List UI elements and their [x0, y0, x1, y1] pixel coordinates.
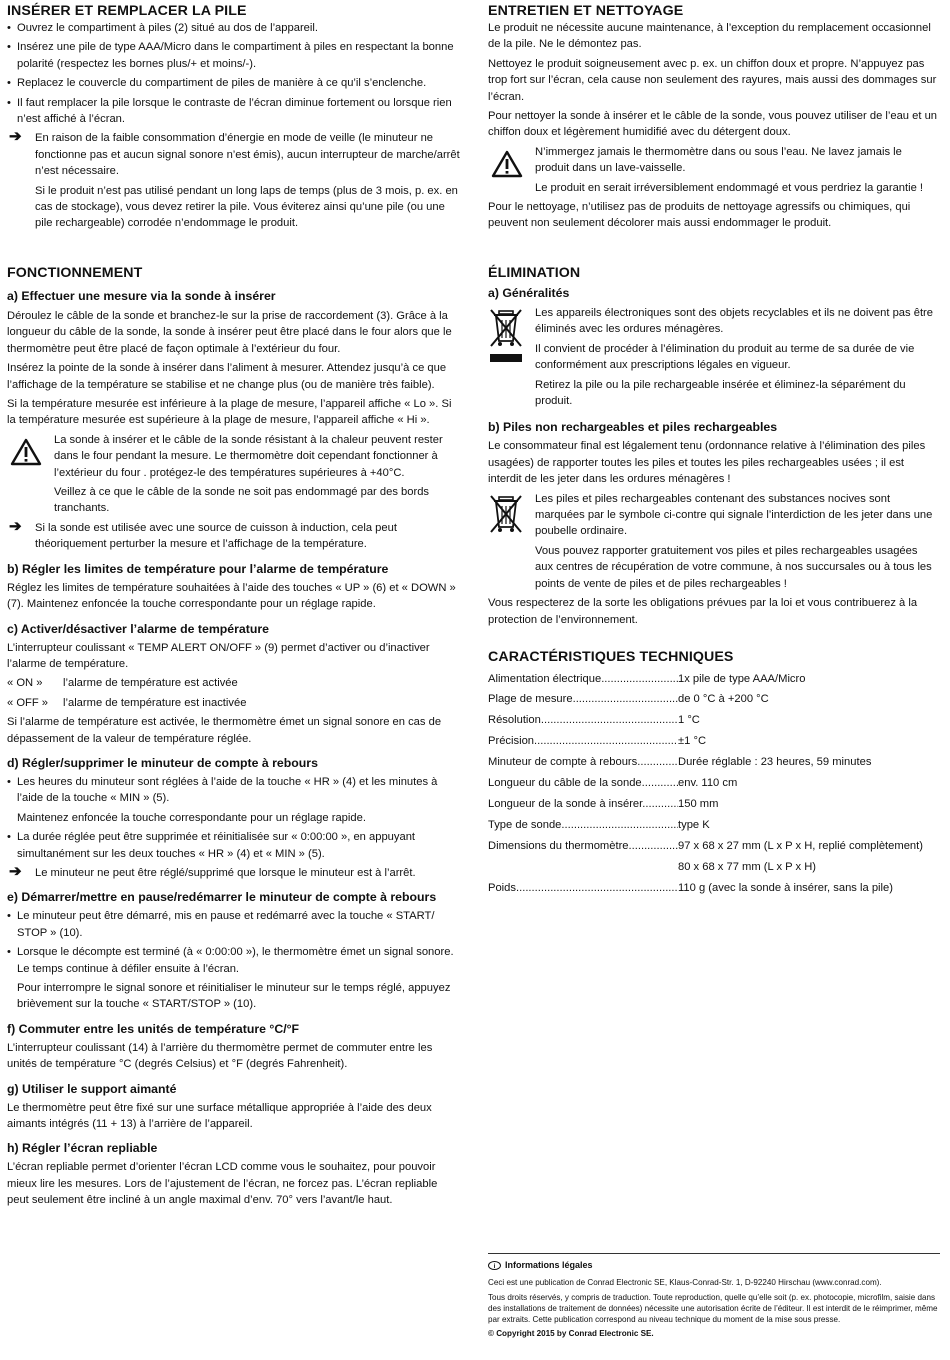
paragraph: Les piles et piles rechargeables contenant des substances nocives sont marquées par le symbole ci-contre qui signale l’interdiction de les jeter dans une poubelle ordinaire.	[535, 492, 933, 538]
switch-state-value: l’alarme de température est activée	[63, 677, 238, 690]
info-badge-icon	[488, 1261, 501, 1270]
switch-state-label: « ON »	[7, 677, 43, 690]
paragraph: Vous pouvez rapporter gratuitement vos piles et piles rechargeables usagées aux centres de récupération de votre commune, à nos succursales ou à tous les points de vente de piles et de piles rechargeables !	[535, 544, 932, 590]
legal-notice	[488, 1253, 940, 1339]
warning-text: N’immergez jamais le thermomètre dans ou sous l’eau. Ne lavez jamais le produit dans un lave-vaisselle.	[535, 145, 902, 175]
spec-row	[488, 712, 938, 728]
spec-value: 80 x 68 x 77 mm (L x P x H)	[678, 860, 817, 873]
paragraph: Le consommateur final est légalement tenu (ordonnance relative à l’élimination des piles usagées) de rapporter toutes les piles et toutes les piles rechargeables usées ; il est interdit de les jeter dans les ordures ménagères !	[488, 440, 926, 486]
note	[7, 130, 462, 231]
subsection-title: a) Généralités	[488, 286, 570, 300]
spec-table	[488, 671, 938, 896]
spec-label: Poids .....	[488, 880, 678, 896]
paragraph: Retirez la pile ou la pile rechargeable insérée et éliminez-la séparément du produit.	[535, 378, 906, 408]
switch-state-row	[7, 695, 462, 711]
paragraph: L’interrupteur coulissant « TEMP ALERT ON/OFF » (9) permet d’activer ou d’inactiver l’alarme de température.	[7, 641, 430, 670]
paragraph: Réglez les limites de température souhaitées à l’aide des touches « UP » (6) et « DOWN » (7). Maintenez enfoncée la touche correspondante pour un réglage rapide.	[7, 581, 456, 611]
note-text: Si la sonde est utilisée avec une source de cuisson à induction, cela peut théoriquement perturber la mesure et l’affichage de la température.	[35, 521, 397, 551]
disposal-block	[488, 305, 938, 409]
spec-row	[488, 754, 938, 770]
subsection-title: d) Régler/supprimer le minuteur de compte à rebours	[7, 755, 318, 770]
section-specifications	[488, 648, 938, 896]
spec-row	[488, 859, 938, 875]
legal-title-text: Informations légales	[505, 1260, 593, 1270]
spec-row	[488, 817, 938, 833]
section-disposal	[488, 264, 938, 628]
subsection-title: e) Démarrer/mettre en pause/redémarrer le minuteur de compte à rebours	[7, 890, 437, 905]
subsection-title: b) Piles non rechargeables et piles rechargeables	[488, 420, 778, 435]
spec-value: 1 °C	[678, 714, 700, 727]
paragraph: Pour le nettoyage, n’utilisez pas de produits de nettoyage agressifs ou chimiques, qui peuvent non seulement décolorer mais aussi endommager le produit.	[488, 201, 911, 230]
section-operation	[7, 264, 462, 1209]
section-insert-battery	[7, 2, 462, 232]
spec-label: Minuteur de compte à rebours .....	[488, 754, 678, 770]
paragraph: Le produit ne nécessite aucune maintenance, à l’exception du remplacement occasionnel de la pile. Ne le démontez pas.	[488, 22, 931, 51]
spec-label: Dimensions du thermomètre .....	[488, 838, 678, 854]
paragraph: Insérez la pointe de la sonde à insérer dans l’aliment à mesurer. Attendez jusqu’à ce que l’affichage de la température se stabilise et ne change plus (ou de manière très faible).	[7, 362, 447, 391]
paragraph: Pour nettoyer la sonde à insérer et le câble de la sonde, vous pouvez utiliser de l’eau et un chiffon doux et légèrement humidifié avec du détergent doux.	[488, 110, 938, 139]
warning-block	[7, 432, 462, 517]
list-item: • Ouvrez le compartiment à piles (2) situé au dos de l’appareil.	[7, 20, 462, 36]
spec-row	[488, 838, 938, 854]
paragraph: Le thermomètre peut être fixé sur une surface métallique appropriée à l’aide des deux aimants intégrés (11 + 13) à l’arrière de l’appareil.	[7, 1101, 432, 1131]
spec-row	[488, 671, 938, 687]
spec-value: 110 g (avec la sonde à insérer, sans la pile)	[678, 881, 893, 894]
paragraph: Pour interrompre le signal sonore et réinitialiser le minuteur sur le temps réglé, appuyez brièvement sur la touche « START/STOP » (10).	[17, 982, 451, 1011]
spec-value: 150 mm	[678, 797, 719, 810]
subsection-title: g) Utiliser le support aimanté	[7, 1081, 177, 1096]
note-text: Le minuteur ne peut être réglé/supprimé que lorsque le minuteur est à l’arrêt.	[35, 866, 416, 879]
spec-value: Durée réglable : 23 heures, 59 minutes	[678, 756, 872, 769]
warning-triangle-icon	[491, 150, 523, 178]
spec-label: Plage de mesure .....	[488, 691, 678, 707]
spec-value: 1x pile de type AAA/Micro	[678, 672, 806, 685]
spec-row	[488, 880, 938, 896]
paragraph: Les appareils électroniques sont des objets recyclables et ils ne doivent pas être éliminés avec les ordures ménagères.	[535, 307, 934, 336]
paragraph: Il convient de procéder à l’élimination du produit au terme de sa durée de vie conformément aux prescriptions légales en vigueur.	[535, 342, 915, 372]
list-item: • Le minuteur peut être démarré, mis en pause et redémarré avec la touche « START/ STOP » (10).	[7, 908, 462, 941]
warning-block	[488, 144, 938, 196]
arrow-right-icon: ➔	[9, 517, 22, 535]
paragraph: Maintenez enfoncée la touche correspondante pour un réglage rapide.	[17, 811, 366, 824]
spec-label: Longueur du câble de la sonde .....	[488, 775, 678, 791]
paragraph: Si l’alarme de température est activée, le thermomètre émet un signal sonore en cas de dépassement de la valeur de température réglée.	[7, 716, 442, 745]
spec-label: Longueur de la sonde à insérer .....	[488, 796, 678, 812]
switch-state-row	[7, 675, 462, 691]
note-text: En raison de la faible consommation d’énergie en mode de veille (le minuteur ne fonctionne pas et aucun signal sonore n’est émis), aucun interrupteur de marche/arrêt n’est nécessaire.	[35, 132, 460, 178]
section-title: CARACTÉRISTIQUES TECHNIQUES	[488, 649, 734, 665]
section-maintenance	[488, 2, 938, 232]
spec-label	[488, 859, 678, 875]
paragraph: L’interrupteur coulissant (14) à l’arrière du thermomètre permet de commuter entre les unités de température °C (degrés Celsius) et °F (degrés Fahrenheit).	[7, 1041, 433, 1071]
crossed-bin-icon	[488, 307, 524, 369]
list-item: • La durée réglée peut être supprimée et réinitialisée sur « 0:00:00 », en appuyant simultanément sur les deux touches « HR » (4) et « MIN » (5).	[7, 829, 462, 862]
warning-text: Veillez à ce que le câble de la sonde ne soit pas endommagé par des bords tranchants.	[54, 486, 430, 515]
list-item: • Lorsque le décompte est terminé (à « 0:00:00 »), le thermomètre émet un signal sonore. Le temps continue à défiler ensuite à l’écran.	[7, 944, 462, 977]
note	[7, 862, 462, 881]
disposal-block	[488, 491, 938, 592]
note	[7, 517, 462, 553]
spec-value: ±1 °C	[678, 735, 707, 748]
legal-title	[488, 1260, 940, 1271]
paragraph: Déroulez le câble de la sonde et branchez-le sur la prise de raccordement (3). Grâce à la longueur du câble de la sonde, la sonde à insérer peut être placé dans le four alors que le thermomètre peut être placé de façon optimale à l’extérieur du four.	[7, 310, 452, 355]
note-text: Si le produit n’est pas utilisé pendant un long laps de temps (plus de 3 mois, p. ex. en cas de stockage), vous devez retirer la pile. Vous éviterez ainsi qu’une pile (ou une pile rechargeable) corrodée n’endommage le produit.	[35, 184, 458, 230]
arrow-right-icon: ➔	[9, 128, 22, 146]
paragraph: Si la température mesurée est inférieure à la plage de mesure, l’appareil affiche « Lo ». Si la température mesurée est supérieure à la plage de mesure, l’appareil affiche « Hi ».	[7, 398, 452, 427]
spec-value: env. 110 cm	[678, 777, 738, 790]
paragraph: L’écran repliable permet d’orienter l’écran LCD comme vous le souhaitez, pour pouvoir mieux lire les mesures. Lors de l’ajustement de l’écran, ne forcez pas. L’écran repliable peut seulement être incliné à un angle maximal d’env. 70° vers l’avant/le haut.	[7, 1161, 438, 1207]
paragraph: Vous respecterez de la sorte les obligations prévues par la loi et vous contribuerez à la protection de l’environnement.	[488, 597, 918, 626]
list-item: • Insérez une pile de type AAA/Micro dans le compartiment à piles en respectant la bonne polarité (respectez les bornes plus/+ et moins/-).	[7, 39, 462, 72]
list-item: • Les heures du minuteur sont réglées à l’aide de la touche « HR » (4) et les minutes à l’aide de la touche « MIN » (5).	[7, 774, 462, 807]
spec-label: Résolution .....	[488, 712, 678, 728]
section-title: FONCTIONNEMENT	[7, 265, 143, 281]
legal-text: Tous droits réservés, y compris de traduction. Toute reproduction, quelle qu’elle soit (p. ex. photocopie, microfilm, saisie dans des installations de traitement de données) nécessite une autorisation écrite de l’éditeur. Il est interdit de le réimprimer, même par extraits. Cette publication correspond au niveau technique du moment de la mise sous presse.	[488, 1293, 938, 1324]
subsection-title: c) Activer/désactiver l’alarme de température	[7, 621, 270, 636]
spec-label: Type de sonde .....	[488, 817, 678, 833]
legal-text: Ceci est une publication de Conrad Electronic SE, Klaus-Conrad-Str. 1, D-92240 Hirschau (www.conrad.com).	[488, 1278, 882, 1287]
copyright: © Copyright 2015 by Conrad Electronic SE.	[488, 1329, 654, 1338]
list-item: • Il faut remplacer la pile lorsque le contraste de l’écran diminue fortement ou lorsque rien n’est affiché à l’écran.	[7, 95, 462, 128]
warning-text: La sonde à insérer et le câble de la sonde résistant à la chaleur peuvent rester dans le four pendant la mesure. Le thermomètre doit cependant fonctionner à l’extérieur du four . protégez-le des températures supérieures à +40°C.	[54, 433, 443, 479]
section-title: ÉLIMINATION	[488, 265, 581, 281]
spec-label: Alimentation électrique .....	[488, 671, 678, 687]
spec-label: Précision .....	[488, 733, 678, 749]
spec-row	[488, 691, 938, 707]
warning-triangle-icon	[10, 438, 42, 466]
subsection-title: a) Effectuer une mesure via la sonde à insérer	[7, 289, 276, 303]
list-item: • Replacez le couvercle du compartiment de piles de manière à ce qu’il s’enclenche.	[7, 75, 462, 91]
subsection-title: h) Régler l’écran repliable	[7, 1141, 158, 1156]
section-title: INSÉRER ET REMPLACER LA PILE	[7, 3, 247, 19]
spec-row	[488, 775, 938, 791]
crossed-bin-icon	[488, 493, 524, 537]
subsection-title: b) Régler les limites de température pour l’alarme de température	[7, 561, 389, 576]
switch-state-value: l’alarme de température est inactivée	[63, 696, 247, 709]
spec-value: 97 x 68 x 27 mm (L x P x H, replié complètement)	[678, 839, 923, 852]
spec-value: de 0 °C à +200 °C	[678, 693, 769, 706]
paragraph: Nettoyez le produit soigneusement avec p. ex. un chiffon doux et propre. N’appuyez pas trop fort sur l’écran, cela cause non seulement des rayures, mais aussi des dommages sur l’écran.	[488, 57, 937, 103]
subsection-title: f) Commuter entre les unités de température °C/°F	[7, 1021, 300, 1036]
arrow-right-icon: ➔	[9, 862, 22, 880]
section-title: ENTRETIEN ET NETTOYAGE	[488, 3, 684, 19]
svg-text:i: i	[493, 1264, 496, 1271]
warning-text: Le produit en serait irréversiblement endommagé et vous perdriez la garantie !	[535, 181, 924, 194]
switch-state-label: « OFF »	[7, 696, 49, 709]
spec-row	[488, 796, 938, 812]
spec-row	[488, 733, 938, 749]
spec-value: type K	[678, 818, 710, 831]
